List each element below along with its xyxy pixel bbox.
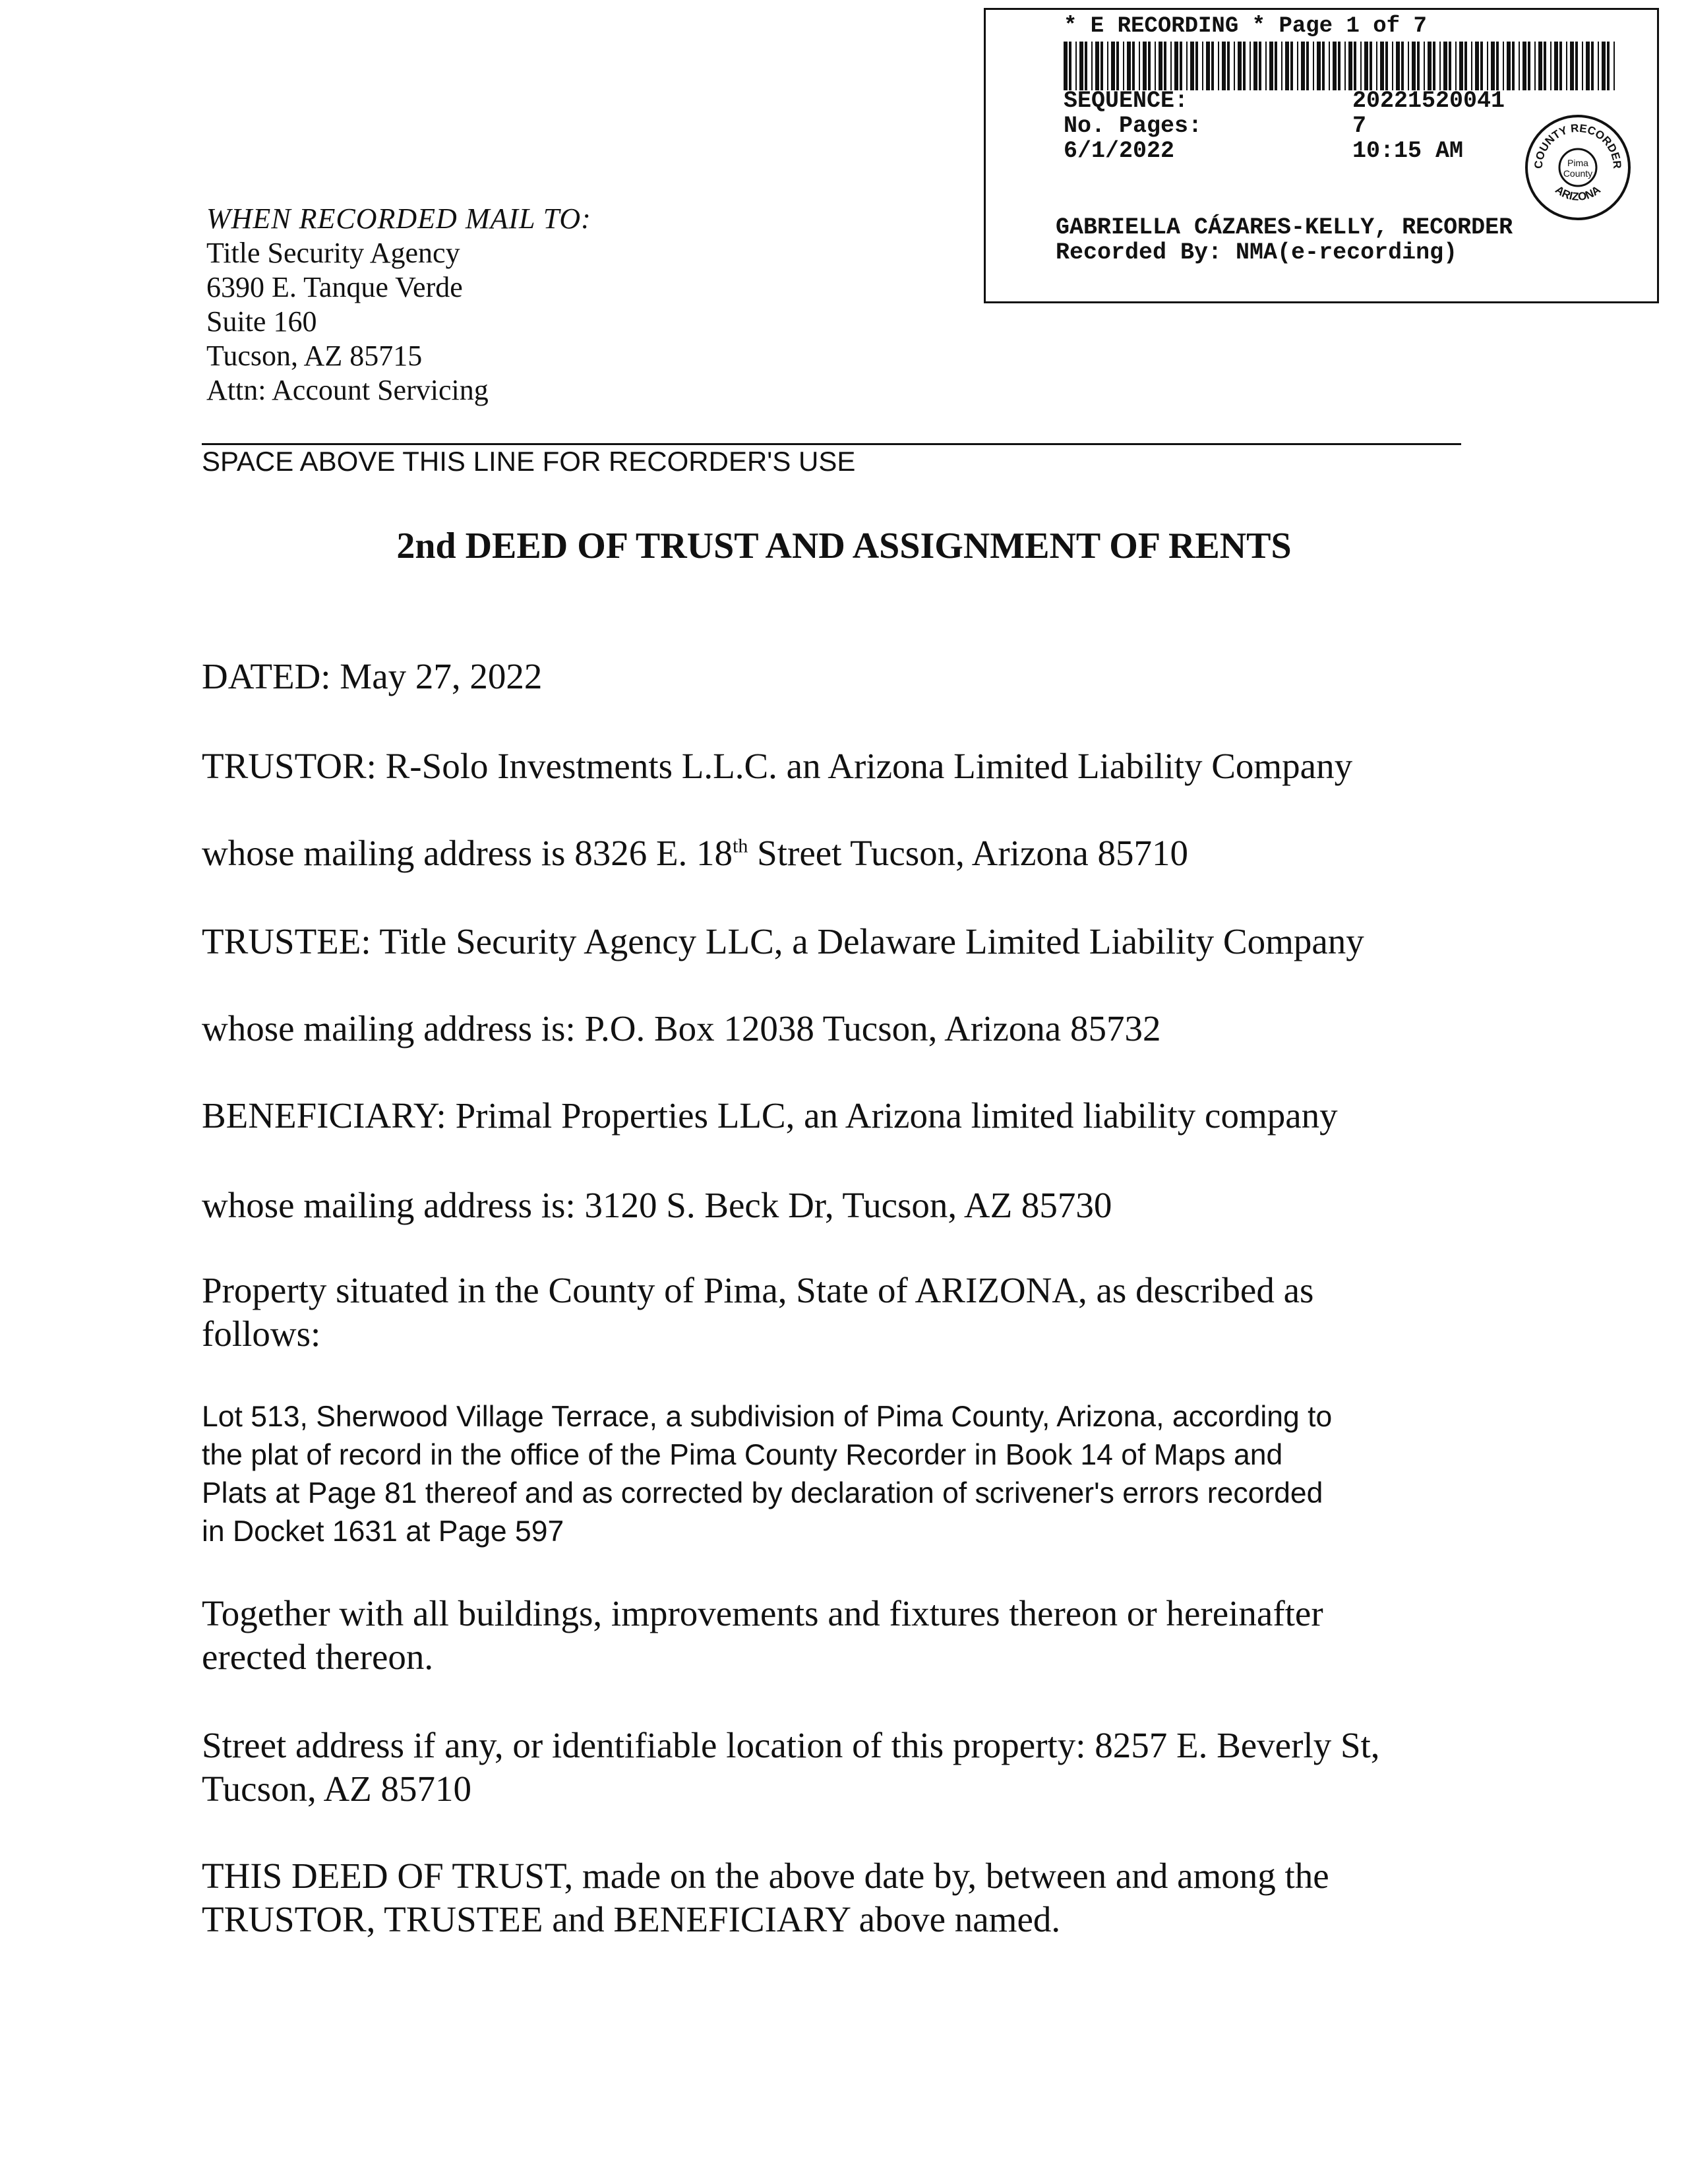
barcode-bar (1471, 42, 1472, 90)
barcode-bar (1091, 42, 1093, 90)
seal-top-text: COUNTY RECORDER (1532, 121, 1624, 169)
dated-line: DATED: May 27, 2022 (202, 656, 543, 696)
sequence-value: 20221520041 (1352, 88, 1505, 114)
barcode-bar (1433, 42, 1435, 90)
barcode-bar (1613, 42, 1615, 90)
barcode-bar (1380, 42, 1384, 90)
paragraph-line: follows: (202, 1314, 321, 1354)
seal-bottom-text: ARIZONA (1553, 183, 1603, 204)
barcode-bar (1227, 42, 1230, 90)
barcode-bar (1322, 42, 1325, 90)
barcode-bar (1265, 42, 1267, 90)
barcode-bar (1522, 42, 1526, 90)
barcode-bar (1139, 42, 1140, 90)
barcode-bar (1364, 42, 1368, 90)
barcode-bar (1222, 42, 1226, 90)
barcode (1064, 42, 1617, 90)
barcode-bar (1238, 42, 1242, 90)
barcode-bar (1575, 42, 1578, 90)
recorded-by: Recorded By: NMA(e-recording) (1056, 239, 1458, 266)
barcode-bar (1412, 42, 1416, 90)
trustor-line: TRUSTOR: R-Solo Investments L.L.C. an Arizona Limited Liability Company (202, 746, 1353, 786)
barcode-bar (1211, 42, 1214, 90)
barcode-bar (1095, 42, 1099, 90)
document-title: 2nd DEED OF TRUST AND ASSIGNMENT OF RENTS (396, 526, 1292, 566)
barcode-bar (1218, 42, 1219, 90)
county-recorder-seal (1522, 112, 1633, 223)
barcode-bar (1570, 42, 1574, 90)
barcode-bar (1376, 42, 1377, 90)
barcode-bar (1170, 42, 1172, 90)
barcode-bar (1439, 42, 1441, 90)
barcode-bar (1554, 42, 1558, 90)
barcode-bar (1475, 42, 1479, 90)
barcode-bar (1344, 42, 1346, 90)
barcode-bar (1069, 42, 1071, 90)
paragraph-line: Property situated in the County of Pima, State of ARIZONA, as described as (202, 1270, 1314, 1310)
address-line: Tucson, AZ 85715 (206, 340, 423, 372)
address-line: 6390 E. Tanque Verde (206, 271, 463, 303)
barcode-bar (1186, 42, 1188, 90)
barcode-bar (1512, 42, 1515, 90)
barcode-bar (1550, 42, 1552, 90)
seal-center-line1: Pima (1567, 158, 1588, 168)
address-line: Attn: Account Servicing (206, 374, 489, 406)
barcode-bar (1424, 42, 1425, 90)
barcode-bar (1392, 42, 1393, 90)
barcode-bar (1538, 42, 1542, 90)
barcode-bar (1582, 42, 1583, 90)
barcode-bar (1206, 42, 1210, 90)
barcode-bar (1487, 42, 1488, 90)
barcode-bar (1528, 42, 1530, 90)
barcode-bar (1075, 42, 1077, 90)
recording-stamp (984, 8, 1659, 303)
barcode-bar (1164, 42, 1166, 90)
barcode-bar (1464, 42, 1467, 90)
space-above-label: SPACE ABOVE THIS LINE FOR RECORDER'S USE (202, 446, 856, 477)
legal-description (202, 1398, 1332, 1551)
address-line: Title Security Agency (206, 237, 460, 269)
barcode-bar (1285, 42, 1289, 90)
property-paragraph (202, 1269, 1313, 1356)
barcode-bar (1085, 42, 1087, 90)
barcode-bar (1417, 42, 1420, 90)
barcode-bar (1202, 42, 1203, 90)
barcode-bar (1317, 42, 1321, 90)
legal-line: in Docket 1631 at Page 597 (202, 1515, 564, 1548)
trustor-address (202, 832, 1188, 874)
paragraph-line: Street address if any, or identifiable location of this property: 8257 E. Beverly St, (202, 1725, 1380, 1765)
pages-label: No. Pages: (1064, 113, 1203, 139)
barcode-bar (1370, 42, 1372, 90)
barcode-bar (1428, 42, 1432, 90)
barcode-bar (1111, 42, 1115, 90)
beneficiary-address: whose mailing address is: 3120 S. Beck Dr, Tucson, AZ 85730 (202, 1185, 1112, 1225)
barcode-bar (1333, 42, 1337, 90)
barcode-bar (1269, 42, 1273, 90)
legal-line: the plat of record in the office of the Pima County Recorder in Book 14 of Maps and (202, 1439, 1283, 1471)
barcode-bar (1534, 42, 1536, 90)
barcode-bar (1566, 42, 1567, 90)
barcode-bar (1455, 42, 1457, 90)
barcode-bar (1491, 42, 1495, 90)
barcode-bar (1132, 42, 1135, 90)
barcode-bar (1116, 42, 1119, 90)
trustor-address-rest: Street Tucson, Arizona 85710 (748, 833, 1189, 873)
barcode-bar (1275, 42, 1277, 90)
barcode-bar (1507, 42, 1511, 90)
barcode-bar (1250, 42, 1251, 90)
paragraph-line: TRUSTOR, TRUSTEE and BENEFICIARY above named. (202, 1899, 1061, 1939)
barcode-bar (1459, 42, 1463, 90)
legal-line: Lot 513, Sherwood Village Terrace, a subdivision of Pima County, Arizona, according to (202, 1401, 1333, 1433)
barcode-bar (1148, 42, 1151, 90)
barcode-bar (1401, 42, 1404, 90)
barcode-bar (1127, 42, 1131, 90)
barcode-bar (1480, 42, 1483, 90)
street-address-paragraph (202, 1724, 1380, 1811)
barcode-bar (1443, 42, 1447, 90)
recording-date: 6/1/2022 (1064, 138, 1175, 164)
deed-statement-paragraph (202, 1854, 1329, 1941)
paragraph-line: Together with all buildings, improvements and fixtures thereon or hereinafter (202, 1593, 1323, 1633)
barcode-bar (1079, 42, 1083, 90)
barcode-bar (1064, 42, 1068, 90)
sequence-label: SEQUENCE: (1064, 88, 1189, 114)
barcode-bar (1496, 42, 1499, 90)
paragraph-line: THIS DEED OF TRUST, made on the above date by, between and among the (202, 1856, 1329, 1896)
barcode-bar (1519, 42, 1520, 90)
barcode-bar (1607, 42, 1610, 90)
barcode-bar (1385, 42, 1388, 90)
barcode-bar (1123, 42, 1124, 90)
barcode-bar (1281, 42, 1282, 90)
address-line: Suite 160 (206, 305, 317, 338)
barcode-bar (1360, 42, 1362, 90)
barcode-bar (1297, 42, 1298, 90)
barcode-bar (1348, 42, 1352, 90)
barcode-bar (1306, 42, 1309, 90)
barcode-bar (1338, 42, 1341, 90)
barcode-bar (1408, 42, 1409, 90)
recording-header: * E RECORDING * Page 1 of 7 (1064, 14, 1427, 39)
barcode-bar (1190, 42, 1194, 90)
trustor-address-main: whose mailing address is 8326 E. 18 (202, 833, 733, 873)
barcode-bar (1602, 42, 1606, 90)
beneficiary-line: BENEFICIARY: Primal Properties LLC, an Arizona limited liability company (202, 1095, 1338, 1136)
barcode-bar (1449, 42, 1451, 90)
recording-time: 10:15 AM (1352, 138, 1464, 164)
barcode-bar (1180, 42, 1182, 90)
recorder-name: GABRIELLA CÁZARES-KELLY, RECORDER (1056, 214, 1513, 241)
barcode-bar (1544, 42, 1546, 90)
barcode-bar (1107, 42, 1108, 90)
barcode-bar (1174, 42, 1178, 90)
barcode-bar (1100, 42, 1103, 90)
pages-value: 7 (1352, 113, 1367, 139)
barcode-bar (1329, 42, 1330, 90)
barcode-bar (1243, 42, 1246, 90)
seal-center-line2: County (1563, 168, 1593, 179)
barcode-bar (1155, 42, 1156, 90)
barcode-bar (1143, 42, 1147, 90)
legal-line: Plats at Page 81 thereof and as corrected by declaration of scrivener's errors recorded (202, 1477, 1323, 1509)
barcode-bar (1586, 42, 1590, 90)
barcode-bar (1195, 42, 1198, 90)
paragraph-line: erected thereon. (202, 1637, 434, 1677)
barcode-bar (1301, 42, 1305, 90)
paragraph-line: Tucson, AZ 85710 (202, 1769, 472, 1809)
together-paragraph (202, 1592, 1323, 1679)
barcode-bar (1503, 42, 1504, 90)
barcode-bar (1234, 42, 1235, 90)
barcode-bar (1290, 42, 1293, 90)
barcode-bar (1598, 42, 1599, 90)
barcode-bar (1159, 42, 1162, 90)
barcode-bar (1354, 42, 1356, 90)
barcode-bar (1559, 42, 1562, 90)
trustee-address: whose mailing address is: P.O. Box 12038 Tucson, Arizona 85732 (202, 1008, 1161, 1048)
mail-to-heading: WHEN RECORDED MAIL TO: (206, 202, 591, 235)
ordinal-suffix: th (733, 835, 748, 857)
trustee-line: TRUSTEE: Title Security Agency LLC, a Delaware Limited Liability Company (202, 921, 1364, 961)
barcode-bar (1313, 42, 1314, 90)
recorder-divider (202, 443, 1461, 445)
barcode-bar (1259, 42, 1261, 90)
barcode-bar (1396, 42, 1400, 90)
barcode-bar (1253, 42, 1257, 90)
barcode-bar (1591, 42, 1594, 90)
